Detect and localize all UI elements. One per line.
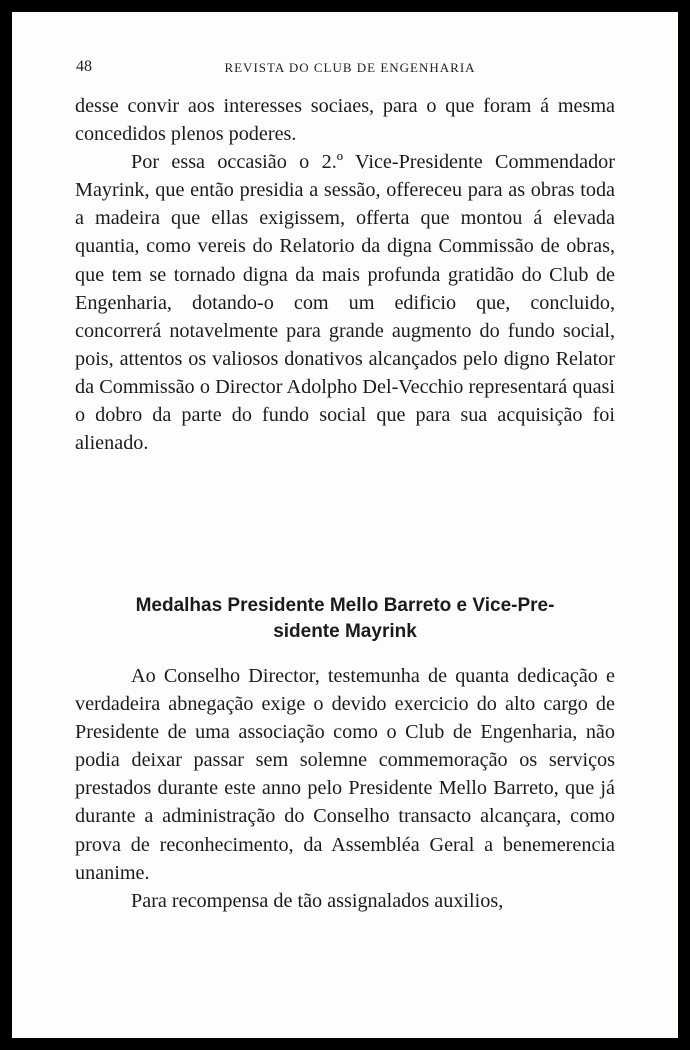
document-page: [12, 12, 678, 1038]
paragraph-donation: Por essa occasião o 2.º Vice-Presidente Commendador Mayrink, que então presidia a sessão, offereceu para as obras toda a madeira que ellas exigissem, offerta que montou á elevada quantia, como vereis do Relatorio da digna Commissão de obras, que tem se tornado digna da mais profunda gratidão do Club de Engenharia, dotando-o com um edificio que, concluido, concorrerá notavelmente para grande augmento do fundo social, pois, attentos os valiosos donativos alcançados pelo digno Relator da Commissão o Director Adolpho Del-Vecchio representará quasi o dobro da parte do fundo social que para sua acquisição foi alienado.: [75, 151, 615, 455]
paragraph-recompensa: Para recompensa de tão assignalados auxilios,: [131, 889, 504, 912]
section-heading-line-1: Medalhas Presidente Mello Barreto e Vice-Pre-: [135, 595, 555, 616]
paragraph-continuation: desse convir aos interesses sociaes, para o que foram á mesma concedidos plenos poderes.: [75, 95, 615, 146]
page-number: 48: [76, 58, 92, 75]
body-text-before-heading: [75, 92, 615, 457]
body-text-after-heading: [75, 662, 615, 915]
section-heading: [75, 593, 615, 645]
paragraph-conselho: Ao Conselho Director, testemunha de quanta dedicação e verdadeira abnegação exige o devido exercicio do alto cargo de Presidente de uma associação como o Club de Engenharia, não podia deixar passar sem solemne commemoração os serviços prestados durante este anno pelo Presidente Mello Barreto, que já durante a administração do Conselho transacto alcançara, como prova de reconhecimento, da Assembléa Geral a benemerencia unanime.: [75, 665, 615, 884]
journal-title: REVISTA DO CLUB DE ENGENHARIA: [224, 60, 476, 75]
section-heading-line-2: sidente Mayrink: [273, 621, 417, 642]
running-header: [76, 58, 614, 78]
